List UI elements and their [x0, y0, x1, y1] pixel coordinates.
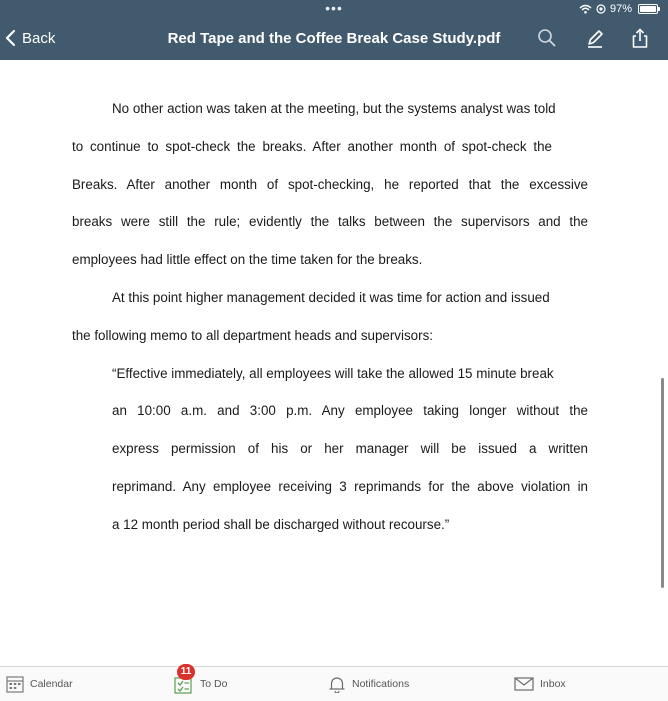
text-line: employees had little effect on the time taken for the breaks.: [72, 252, 423, 267]
document-title: Red Tape and the Coffee Break Case Study.pdf: [167, 30, 501, 47]
battery-percent: 97%: [609, 3, 632, 15]
status-indicators: [579, 2, 658, 16]
bell-icon: [328, 675, 346, 693]
text-line: express permission of his or her manager will be issued a written: [112, 441, 588, 456]
pen-icon[interactable]: [584, 27, 606, 49]
battery-level: [640, 6, 656, 12]
tab-inbox-label: Inbox: [540, 678, 566, 690]
chevron-left-icon: [4, 29, 16, 47]
text-line: breaks were still the rule; evidently the talks between the supervisors and the: [72, 214, 588, 229]
todo-badge: 11: [177, 664, 195, 680]
text-line: At this point higher management decided it was time for action and issued: [112, 290, 550, 305]
text-line: reprimand. Any employee receiving 3 reprimands for the above violation in: [112, 479, 588, 494]
text-line: Breaks. After another month of spot-checking, he reported that the excessive: [72, 177, 588, 192]
tab-inbox[interactable]: [514, 667, 566, 701]
pdf-page[interactable]: [0, 60, 668, 666]
text-line: a 12 month period shall be discharged without recourse.”: [112, 517, 450, 532]
location-icon: [596, 4, 606, 14]
text-line: the following memo to all department heads and supervisors:: [72, 328, 433, 343]
tab-bar: [0, 666, 668, 701]
back-button[interactable]: [4, 27, 55, 49]
back-label: Back: [22, 29, 56, 47]
calendar-icon: [6, 675, 24, 693]
app-header: [0, 0, 668, 60]
vertical-scrollbar[interactable]: [661, 378, 664, 588]
multitasking-dots[interactable]: •••: [325, 0, 343, 16]
share-icon[interactable]: [629, 27, 651, 49]
tab-todo[interactable]: [174, 667, 227, 701]
text-line: an 10:00 a.m. and 3:00 p.m. Any employee taking longer without the: [112, 403, 588, 418]
tab-todo-label: To Do: [200, 678, 228, 690]
search-icon[interactable]: [536, 27, 558, 49]
tab-calendar[interactable]: [6, 667, 73, 701]
wifi-icon: [579, 4, 592, 14]
text-line: to continue to spot-check the breaks. After another month of spot-check the: [72, 139, 552, 154]
tab-notifications[interactable]: [328, 667, 409, 701]
tab-calendar-label: Calendar: [30, 678, 73, 690]
envelope-icon: [514, 677, 534, 691]
todo-icon-wrap: [174, 666, 194, 694]
battery-icon: [638, 4, 658, 14]
tab-notifications-label: Notifications: [352, 678, 410, 690]
text-line: “Effective immediately, all employees will take the allowed 15 minute break: [112, 366, 554, 381]
text-line: No other action was taken at the meeting, but the systems analyst was told: [112, 101, 556, 116]
